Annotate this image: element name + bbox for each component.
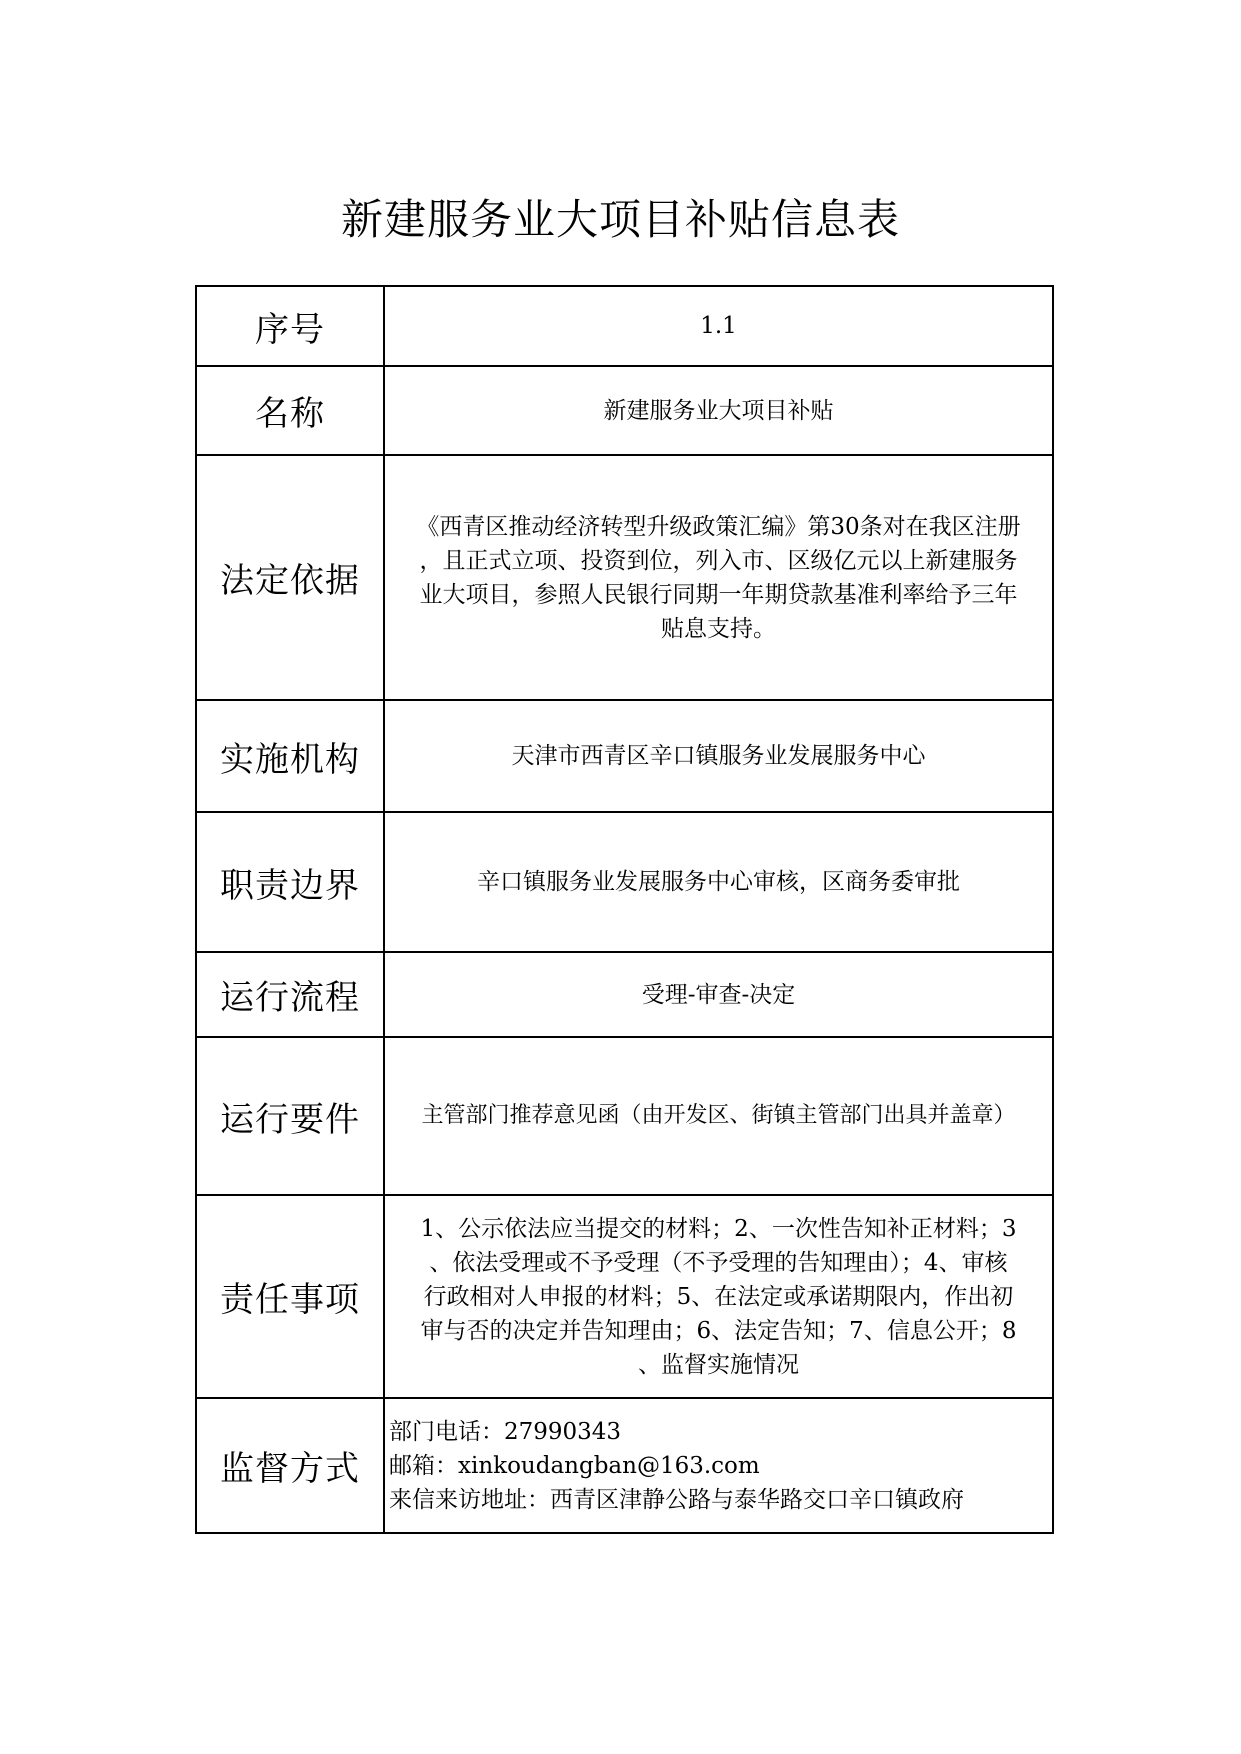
responsibility-line: 审与否的决定并告知理由；6、法定告知；7、信息公开；8 xyxy=(420,1317,1017,1344)
row-supervision xyxy=(196,1398,1053,1533)
responsibility-line: 1、公示依法应当提交的材料；2、一次性告知补正材料；3 xyxy=(420,1215,1017,1242)
legal-basis-line: 贴息支持。 xyxy=(661,615,776,642)
value-serial: 1.1 xyxy=(384,286,1053,366)
row-requirements xyxy=(196,1037,1053,1195)
value-requirements: 主管部门推荐意见函（由开发区、街镇主管部门出具并盖章） xyxy=(384,1037,1053,1195)
label-process: 运行流程 xyxy=(196,952,384,1037)
row-legal-basis xyxy=(196,455,1053,700)
legal-basis-line: ，且正式立项、投资到位，列入市、区级亿元以上新建服务 xyxy=(419,547,1018,574)
value-supervision xyxy=(384,1398,1053,1533)
label-responsibilities: 责任事项 xyxy=(196,1195,384,1398)
legal-basis-line: 业大项目，参照人民银行同期一年期贷款基准利率给予三年 xyxy=(419,581,1018,608)
supervision-email: 邮箱：xinkoudangban@163.com xyxy=(389,1452,760,1479)
label-responsibility-boundary: 职责边界 xyxy=(196,812,384,952)
row-responsibility-boundary xyxy=(196,812,1053,952)
value-legal-basis xyxy=(384,455,1053,700)
label-serial: 序号 xyxy=(196,286,384,366)
label-supervision: 监督方式 xyxy=(196,1398,384,1533)
responsibility-line: 、监督实施情况 xyxy=(638,1351,799,1378)
row-name xyxy=(196,366,1053,455)
legal-basis-line: 《西青区推动经济转型升级政策汇编》第30条对在我区注册 xyxy=(416,513,1021,540)
responsibility-line: 、依法受理或不予受理（不予受理的告知理由）；4、审核 xyxy=(429,1249,1008,1276)
row-responsibilities xyxy=(196,1195,1053,1398)
supervision-address: 来信来访地址：西青区津静公路与泰华路交口辛口镇政府 xyxy=(389,1486,964,1513)
row-serial xyxy=(196,286,1053,366)
value-responsibilities xyxy=(384,1195,1053,1398)
label-legal-basis: 法定依据 xyxy=(196,455,384,700)
label-agency: 实施机构 xyxy=(196,700,384,812)
value-name: 新建服务业大项目补贴 xyxy=(384,366,1053,455)
value-agency: 天津市西青区辛口镇服务业发展服务中心 xyxy=(384,700,1053,812)
page-title: 新建服务业大项目补贴信息表 xyxy=(340,195,900,244)
row-agency xyxy=(196,700,1053,812)
value-responsibility-boundary: 辛口镇服务业发展服务中心审核，区商务委审批 xyxy=(384,812,1053,952)
supervision-phone: 部门电话：27990343 xyxy=(389,1418,622,1445)
row-process xyxy=(196,952,1053,1037)
responsibility-line: 行政相对人申报的材料；5、在法定或承诺期限内，作出初 xyxy=(423,1283,1014,1310)
info-table xyxy=(195,285,1054,1534)
label-requirements: 运行要件 xyxy=(196,1037,384,1195)
value-process: 受理-审查-决定 xyxy=(384,952,1053,1037)
label-name: 名称 xyxy=(196,366,384,455)
